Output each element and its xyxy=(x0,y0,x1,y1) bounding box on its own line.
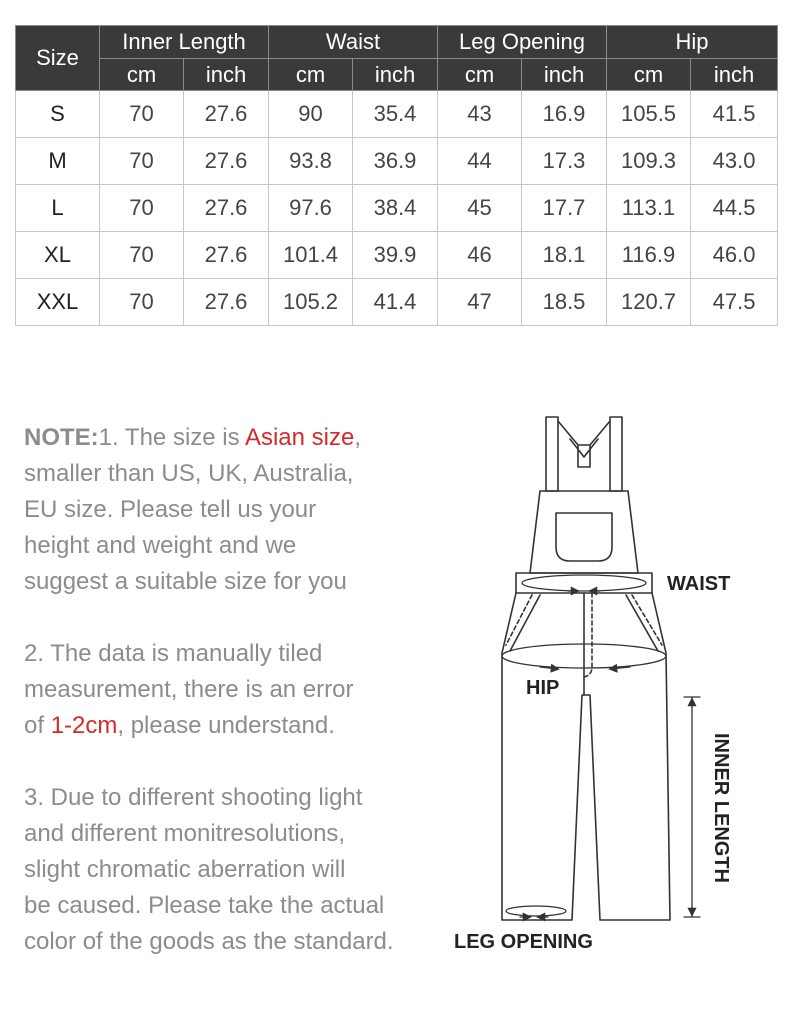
inner-length-header: Inner Length xyxy=(100,26,269,59)
leg-opening-label: LEG OPENING xyxy=(454,931,593,953)
table-cell: 70 xyxy=(100,232,184,279)
table-cell: 17.7 xyxy=(522,185,607,232)
table-cell: 35.4 xyxy=(353,91,438,138)
table-cell: 90 xyxy=(269,91,353,138)
strap-cross xyxy=(558,421,610,467)
table-cell: 18.1 xyxy=(522,232,607,279)
inner-length-label: INNER LENGTH xyxy=(710,733,732,883)
note-text-line: 2. The data is manually tiled xyxy=(24,640,323,667)
bib-pocket xyxy=(556,513,612,561)
size-chart-table xyxy=(15,25,778,326)
note-3 xyxy=(24,780,454,960)
unit-header: cm xyxy=(100,59,184,91)
table-cell: 39.9 xyxy=(353,232,438,279)
table-cell: 43.0 xyxy=(691,138,778,185)
table-cell: 97.6 xyxy=(269,185,353,232)
note-text-line: slight chromatic aberration will xyxy=(24,856,346,883)
leg-opening-measure-line xyxy=(506,906,566,916)
note-text-line: and different monitresolutions, xyxy=(24,820,346,847)
table-cell: 38.4 xyxy=(353,185,438,232)
note-text-line: 3. Due to different shooting light xyxy=(24,784,363,811)
table-cell: 44 xyxy=(438,138,522,185)
note-text: of xyxy=(24,712,51,739)
unit-header: cm xyxy=(607,59,691,91)
note-text: 1. The size is xyxy=(98,424,245,451)
fly xyxy=(584,593,592,677)
table-cell: 70 xyxy=(100,138,184,185)
table-cell: 105.5 xyxy=(607,91,691,138)
table-cell: 46.0 xyxy=(691,232,778,279)
size-cell: L xyxy=(16,185,100,232)
strap-right xyxy=(610,417,622,491)
table-cell: 27.6 xyxy=(184,185,269,232)
table-cell: 70 xyxy=(100,185,184,232)
unit-header: inch xyxy=(691,59,778,91)
unit-header: inch xyxy=(353,59,438,91)
table-cell: 113.1 xyxy=(607,185,691,232)
table-row xyxy=(16,279,778,326)
table-cell: 47 xyxy=(438,279,522,326)
table-cell: 41.5 xyxy=(691,91,778,138)
unit-header: inch xyxy=(522,59,607,91)
note-text-line: measurement, there is an error xyxy=(24,676,354,703)
inner-length-label-wrapper xyxy=(708,733,732,903)
note-text-line: be caused. Please take the actual xyxy=(24,892,385,919)
note-text-line: smaller than US, UK, Australia, xyxy=(24,460,354,487)
unit-header: inch xyxy=(184,59,269,91)
table-row xyxy=(16,185,778,232)
table-cell: 27.6 xyxy=(184,138,269,185)
asian-size-highlight: Asian size xyxy=(244,424,355,451)
note-1-first-line xyxy=(24,420,454,456)
table-cell: 41.4 xyxy=(353,279,438,326)
note-text-line: color of the goods as the standard. xyxy=(24,928,394,955)
table-cell: 18.5 xyxy=(522,279,607,326)
overalls-measurement-diagram xyxy=(440,405,780,965)
table-cell: 101.4 xyxy=(269,232,353,279)
note-label: NOTE: xyxy=(24,424,99,451)
table-cell: 93.8 xyxy=(269,138,353,185)
table-cell: 27.6 xyxy=(184,91,269,138)
table-cell: 27.6 xyxy=(184,232,269,279)
size-cell: XXL xyxy=(16,279,100,326)
size-column-header: Size xyxy=(16,26,100,91)
note-2 xyxy=(24,636,454,744)
waistband xyxy=(516,573,652,593)
table-cell: 17.3 xyxy=(522,138,607,185)
pants-body xyxy=(502,593,670,920)
size-cell: S xyxy=(16,91,100,138)
table-cell: 70 xyxy=(100,279,184,326)
note-2-last-line xyxy=(24,708,454,744)
unit-header: cm xyxy=(269,59,353,91)
hip-header: Hip xyxy=(607,26,778,59)
size-cell: M xyxy=(16,138,100,185)
waist-header: Waist xyxy=(269,26,438,59)
table-cell: 109.3 xyxy=(607,138,691,185)
table-cell: 16.9 xyxy=(522,91,607,138)
note-text-line: height and weight and we xyxy=(24,532,297,559)
table-cell: 36.9 xyxy=(353,138,438,185)
table-cell: 27.6 xyxy=(184,279,269,326)
table-body xyxy=(16,91,778,326)
table-cell: 116.9 xyxy=(607,232,691,279)
table-cell: 46 xyxy=(438,232,522,279)
table-cell: 45 xyxy=(438,185,522,232)
note-text: , xyxy=(354,424,362,451)
strap-left xyxy=(546,417,558,491)
table-cell: 120.7 xyxy=(607,279,691,326)
table-row xyxy=(16,138,778,185)
waist-measure-line xyxy=(522,575,646,591)
note-text-line: EU size. Please tell us your xyxy=(24,496,317,523)
hip-label: HIP xyxy=(526,677,560,699)
table-row xyxy=(16,232,778,279)
note-1 xyxy=(24,420,454,600)
waist-label: WAIST xyxy=(667,573,731,595)
table-cell: 105.2 xyxy=(269,279,353,326)
table-cell: 44.5 xyxy=(691,185,778,232)
table-row xyxy=(16,91,778,138)
unit-header: cm xyxy=(438,59,522,91)
table-cell: 47.5 xyxy=(691,279,778,326)
notes-section xyxy=(24,420,454,960)
table-cell: 43 xyxy=(438,91,522,138)
note-text-line: suggest a suitable size for you xyxy=(24,568,347,595)
note-text: , please understand. xyxy=(117,712,335,739)
leg-opening-header: Leg Opening xyxy=(438,26,607,59)
size-cell: XL xyxy=(16,232,100,279)
table-cell: 70 xyxy=(100,91,184,138)
error-range-highlight: 1-2cm xyxy=(50,712,118,739)
table-header xyxy=(16,26,778,91)
